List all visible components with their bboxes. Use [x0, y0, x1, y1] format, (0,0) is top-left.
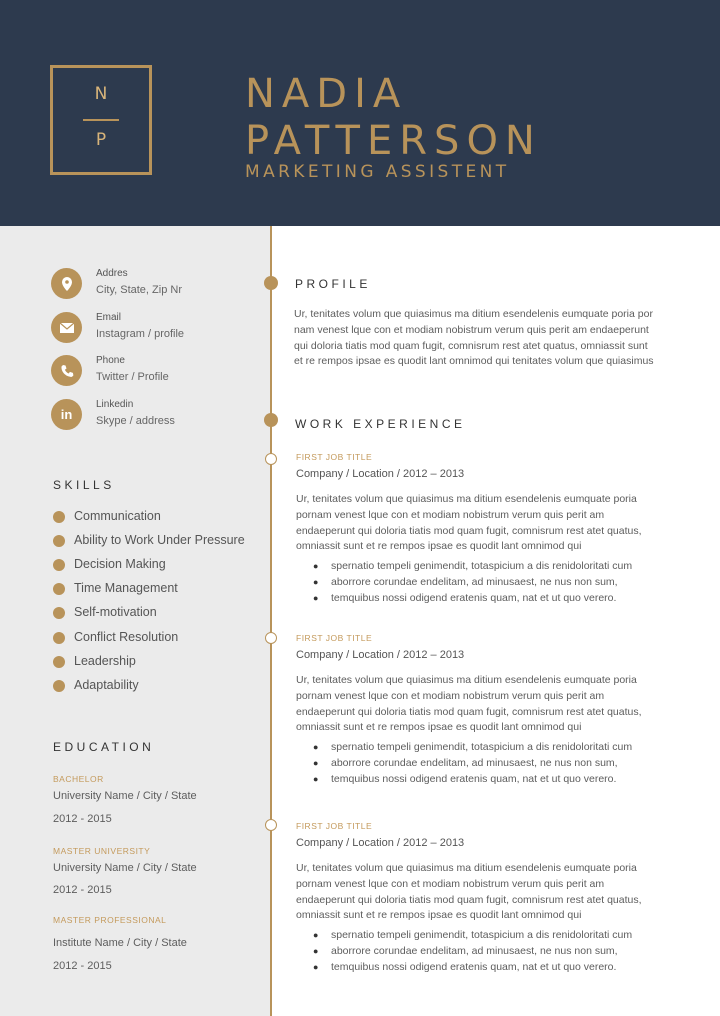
- contact-label: Addres: [96, 268, 128, 279]
- bullet-item: [313, 944, 670, 960]
- contact-value: City, State, Zip Nr: [96, 284, 182, 296]
- bullet-text: temquibus nossi odigend eratenis quam, nat et ut quo verero.: [331, 960, 617, 973]
- bullet-text: aborrore corundae endelitam, ad minusaest, ne nus non sum,: [331, 944, 618, 957]
- description-line: pornam venest lque con et modiam nobistrum verum quis perit am: [296, 689, 605, 702]
- education-school: Institute Name / City / State: [53, 937, 187, 949]
- bullet-icon: ●: [313, 561, 319, 572]
- profile-heading: PROFILE: [295, 277, 371, 291]
- bullet-text: spernatio tempeli genimendit, totaspicium a dis renidoloritati cum: [331, 929, 633, 942]
- skill-item: [53, 654, 263, 670]
- contact-linkedin: [51, 399, 271, 435]
- bullet-icon: ●: [313, 592, 319, 603]
- profile-line: nam venest lque con et modiam nobistrum verum quis perit am endaeperunt: [294, 323, 649, 336]
- bullet-text: aborrore corundae endelitam, ad minusaest, ne nus non sum,: [331, 575, 618, 588]
- bullet-dot: [53, 680, 65, 692]
- timeline-marker: [265, 453, 277, 465]
- description-line: omniassit sunt et re rempos ipsae es quodit lant omnimod qui: [296, 540, 582, 553]
- job-entry-description: [296, 492, 670, 555]
- bullet-dot: [53, 511, 65, 523]
- envelope-icon: [51, 312, 82, 343]
- education-school: University Name / City / State: [53, 790, 197, 802]
- contact-phone: [51, 355, 271, 391]
- description-line: omniassit sunt et re rempos ipsae es quodit lant omnimod qui: [296, 909, 582, 922]
- description-line: endaeperunt qui doloria tiatis mod quam fugit, comnisrum rest atet quatus,: [296, 893, 642, 906]
- skill-label: Adaptability: [74, 678, 139, 692]
- location-pin-icon: [51, 268, 82, 299]
- description-line: pornam venest lque con et modiam nobistrum verum quis perit am: [296, 508, 605, 521]
- bullet-text: temquibus nossi odigend eratenis quam, nat et ut quo verero.: [331, 772, 617, 785]
- contact-label: Phone: [96, 355, 125, 366]
- bullet-text: temquibus nossi odigend eratenis quam, nat et ut quo verero.: [331, 591, 617, 604]
- bullet-text: spernatio tempeli genimendit, totaspicium a dis renidoloritati cum: [331, 741, 633, 754]
- work-experience-heading: WORK EXPERIENCE: [295, 417, 466, 431]
- resume-header: [0, 0, 720, 226]
- contact-email: [51, 312, 271, 348]
- job-entry-description: [296, 861, 670, 924]
- profile-line: qui doloria tiatis mod quam fugit, comnisrum rest atet quatus, omniassit sunt: [294, 339, 648, 352]
- bullet-item: [313, 960, 670, 976]
- skill-label: Leadership: [74, 654, 136, 668]
- bullet-item: [313, 559, 670, 575]
- bullet-dot: [53, 535, 65, 547]
- skill-label: Conflict Resolution: [74, 630, 179, 644]
- description-line: Ur, tenitates volum que quiasimus ma ditium esendelenis eumquate poria: [296, 493, 637, 505]
- education-degree: MASTER UNIVERSITY: [53, 846, 151, 856]
- bullet-icon: ●: [313, 757, 319, 768]
- job-entry-bullets: [296, 740, 670, 787]
- description-line: Ur, tenitates volum que quiasimus ma ditium esendelenis eumquate poria: [296, 862, 637, 874]
- bullet-dot: [53, 656, 65, 668]
- job-entry: [296, 452, 670, 607]
- phone-icon: [51, 355, 82, 386]
- monogram-initial-first: N: [94, 84, 108, 104]
- education-years: 2012 - 2015: [53, 884, 112, 896]
- education-years: 2012 - 2015: [53, 813, 112, 825]
- bullet-dot: [53, 583, 65, 595]
- bullet-item: [313, 740, 670, 756]
- timeline-marker: [265, 632, 277, 644]
- skill-label: Time Management: [74, 581, 178, 595]
- bullet-item: [313, 591, 670, 607]
- contact-value: Skype / address: [96, 415, 175, 427]
- skill-item: [53, 678, 263, 694]
- bullet-dot: [53, 632, 65, 644]
- last-name: PATTERSON: [245, 118, 542, 164]
- contact-address: [51, 268, 271, 304]
- bullet-icon: ●: [313, 930, 319, 941]
- job-entry: [296, 821, 670, 976]
- description-line: omniassit sunt et re rempos ipsae es quodit lant omnimod qui: [296, 721, 582, 734]
- bullet-item: [313, 928, 670, 944]
- description-line: endaeperunt qui doloria tiatis mod quam fugit, comnisrum rest atet quatus,: [296, 524, 642, 537]
- monogram-initial-last: P: [95, 130, 107, 150]
- job-entry-title: FIRST JOB TITLE: [296, 821, 373, 831]
- description-line: endaeperunt qui doloria tiatis mod quam fugit, comnisrum rest atet quatus,: [296, 705, 642, 718]
- timeline-marker: [265, 819, 277, 831]
- contact-label: Linkedin: [96, 399, 134, 410]
- job-entry-title: FIRST JOB TITLE: [296, 633, 373, 643]
- education-heading: EDUCATION: [53, 740, 155, 754]
- job-entry-bullets: [296, 559, 670, 606]
- skill-item: [53, 630, 263, 646]
- job-entry: [296, 633, 670, 788]
- education-school: University Name / City / State: [53, 862, 197, 874]
- skill-item: [53, 509, 263, 525]
- description-line: pornam venest lque con et modiam nobistrum verum quis perit am: [296, 877, 605, 890]
- job-entry-description: [296, 673, 670, 736]
- contact-label: Email: [96, 312, 122, 323]
- first-name: NADIA: [245, 71, 408, 117]
- timeline-marker: [264, 413, 278, 427]
- bullet-item: [313, 575, 670, 591]
- profile-line: et re rempos ipsae es quodit lant omnimod qui tenitates volum que quiasimus: [294, 355, 654, 368]
- skill-item: [53, 557, 263, 573]
- linkedin-icon: in: [51, 399, 82, 430]
- education-degree: BACHELOR: [53, 774, 104, 784]
- job-entry-company: Company / Location / 2012 – 2013: [296, 837, 465, 849]
- skills-heading: SKILLS: [53, 478, 115, 492]
- monogram-divider: [83, 119, 119, 121]
- bullet-item: [313, 756, 670, 772]
- skill-label: Self-motivation: [74, 605, 157, 619]
- skill-label: Ability to Work Under Pressure: [74, 533, 245, 547]
- job-entry-title: FIRST JOB TITLE: [296, 452, 373, 462]
- skill-item: [53, 533, 263, 549]
- timeline-marker: [264, 276, 278, 290]
- profile-line: Ur, tenitates volum que quiasimus ma ditium esendelenis eumquate poria por: [294, 308, 653, 320]
- bullet-icon: ●: [313, 742, 319, 753]
- job-title: MARKETING ASSISTENT: [245, 162, 510, 182]
- job-entry-company: Company / Location / 2012 – 2013: [296, 649, 465, 661]
- bullet-dot: [53, 559, 65, 571]
- bullet-icon: ●: [313, 773, 319, 784]
- job-entry-bullets: [296, 928, 670, 975]
- bullet-text: spernatio tempeli genimendit, totaspicium a dis renidoloritati cum: [331, 560, 633, 573]
- bullet-icon: ●: [313, 961, 319, 972]
- monogram: [50, 65, 152, 175]
- skill-item: [53, 605, 263, 621]
- job-entry-company: Company / Location / 2012 – 2013: [296, 468, 465, 480]
- skill-item: [53, 581, 263, 597]
- bullet-icon: ●: [313, 945, 319, 956]
- bullet-icon: ●: [313, 576, 319, 587]
- education-degree: MASTER PROFESSIONAL: [53, 915, 167, 925]
- skill-label: Decision Making: [74, 557, 166, 571]
- education-years: 2012 - 2015: [53, 960, 112, 972]
- description-line: Ur, tenitates volum que quiasimus ma ditium esendelenis eumquate poria: [296, 674, 637, 686]
- bullet-text: aborrore corundae endelitam, ad minusaest, ne nus non sum,: [331, 756, 618, 769]
- bullet-item: [313, 772, 670, 788]
- profile-text: [294, 307, 666, 377]
- bullet-dot: [53, 607, 65, 619]
- skill-label: Communication: [74, 509, 161, 523]
- contact-value: Instagram / profile: [96, 328, 185, 340]
- contact-value: Twitter / Profile: [96, 371, 169, 383]
